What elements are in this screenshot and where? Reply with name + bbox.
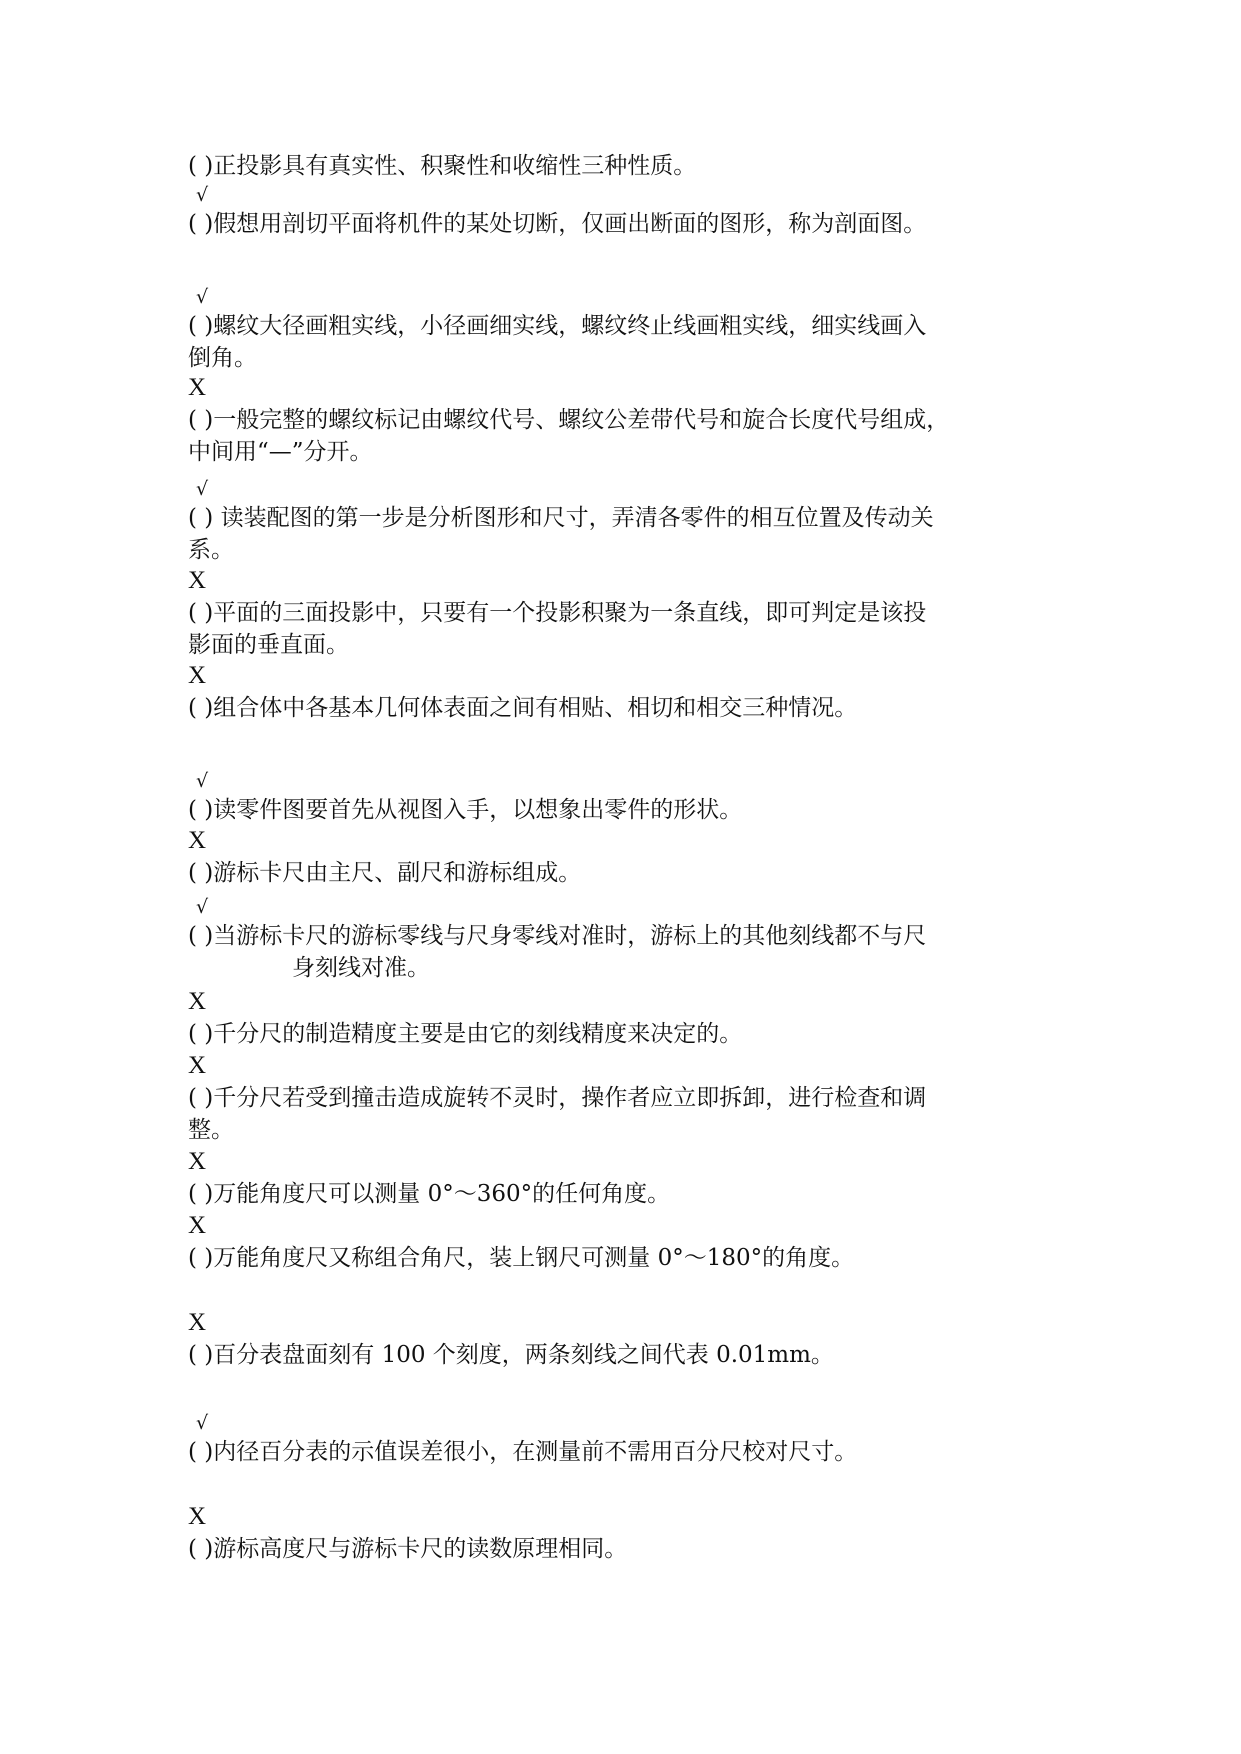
question-line: ( )游标高度尺与游标卡尺的读数原理相同。: [188, 1536, 628, 1562]
answer-mark: X: [188, 567, 207, 594]
answer-mark: √: [196, 286, 209, 308]
answer-mark: X: [188, 1212, 207, 1239]
question-line: ( )螺纹大径画粗实线，小径画细实线，螺纹终止线画粗实线，细实线画入: [188, 313, 927, 339]
question-line: ( )一般完整的螺纹标记由螺纹代号、螺纹公差带代号和旋合长度代号组成，: [188, 407, 950, 433]
answer-mark: X: [188, 662, 207, 689]
answer-mark: X: [188, 1309, 207, 1336]
answer-mark: X: [188, 374, 207, 401]
question-line: ( )假想用剖切平面将机件的某处切断，仅画出断面的图形，称为剖面图。: [188, 211, 927, 237]
answer-mark: √: [196, 1412, 209, 1434]
question-line: ( )读零件图要首先从视图入手，以想象出零件的形状。: [188, 797, 743, 823]
question-line: ( )千分尺的制造精度主要是由它的刻线精度来决定的。: [188, 1021, 743, 1047]
question-line: ( )千分尺若受到撞击造成旋转不灵时，操作者应立即拆卸，进行检查和调: [188, 1085, 927, 1111]
question-continuation: 中间用“—”分开。: [188, 439, 373, 465]
answer-mark: X: [188, 1052, 207, 1079]
question-line: ( )平面的三面投影中，只要有一个投影积聚为一条直线，即可判定是该投: [188, 600, 927, 626]
question-line: ( )游标卡尺由主尺、副尺和游标组成。: [188, 860, 582, 886]
question-continuation: 系。: [188, 537, 234, 563]
answer-mark: X: [188, 1503, 207, 1530]
question-continuation: 倒角。: [188, 345, 257, 371]
answer-mark: √: [196, 896, 209, 918]
question-continuation: 影面的垂直面。: [188, 632, 349, 658]
question-line: ( )当游标卡尺的游标零线与尺身零线对准时，游标上的其他刻线都不与尺: [188, 923, 927, 949]
answer-mark: √: [196, 184, 209, 206]
answer-mark: X: [188, 1148, 207, 1175]
question-line: ( )百分表盘面刻有 100 个刻度，两条刻线之间代表 0.01mm。: [188, 1342, 834, 1368]
answer-mark: √: [196, 478, 209, 500]
answer-mark: X: [188, 988, 207, 1015]
question-line: ( )万能角度尺又称组合角尺，装上钢尺可测量 0°～180°的角度。: [188, 1245, 855, 1271]
answer-mark: X: [188, 827, 207, 854]
question-line: ( )正投影具有真实性、积聚性和收缩性三种性质。: [188, 153, 697, 179]
question-continuation: 整。: [188, 1117, 234, 1143]
question-line: ( )组合体中各基本几何体表面之间有相贴、相切和相交三种情况。: [188, 695, 858, 721]
question-line: ( )内径百分表的示值误差很小，在测量前不需用百分尺校对尺寸。: [188, 1439, 858, 1465]
question-line: ( )万能角度尺可以测量 0°～360°的任何角度。: [188, 1181, 671, 1207]
answer-mark: √: [196, 770, 209, 792]
question-line: ( ) 读装配图的第一步是分析图形和尺寸，弄清各零件的相互位置及传动关: [188, 505, 934, 531]
question-continuation: 身刻线对准。: [292, 955, 430, 981]
